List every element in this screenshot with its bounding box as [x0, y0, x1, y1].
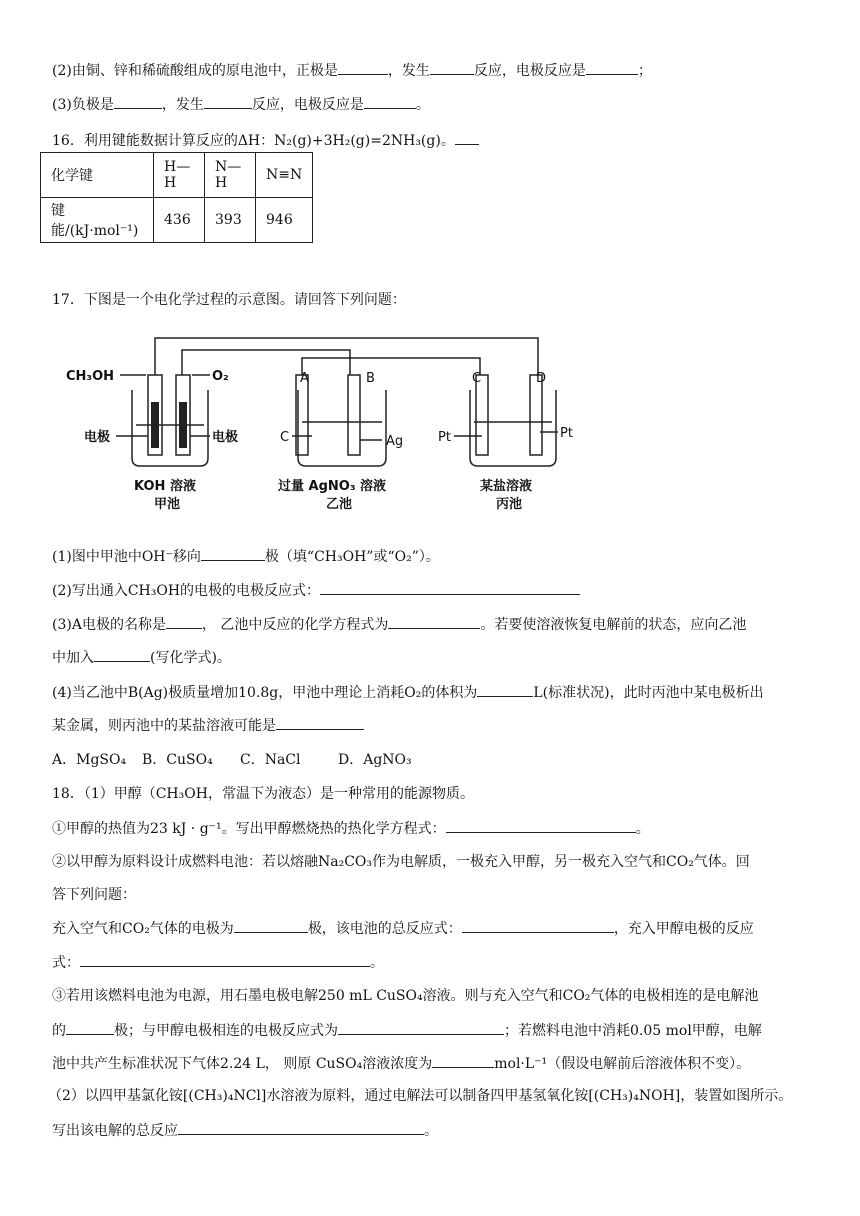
q18-s3-line1: ③若用该燃料电池为电源，用石墨电极电解250 mL CuSO₄溶液。则与充入空气和CO₂气体的电极相连的是电解池 — [52, 988, 759, 1004]
table-cell: N—H — [205, 153, 256, 198]
o2-label: O₂ — [212, 369, 229, 384]
answer-blank[interactable] — [364, 94, 416, 109]
electrode-left-label: 电极 — [84, 430, 111, 445]
q18-intro: 18．（1）甲醇（CH₃OH，常温下为液态）是一种常用的能源物质。 — [52, 786, 474, 802]
q15-part2: (2)由铜、锌和稀硫酸组成的原电池中，正极是 ，发生 反应，电极反应是 ； — [52, 60, 652, 81]
beaker-2 — [298, 390, 386, 466]
answer-blank[interactable] — [462, 918, 614, 933]
cell3-solution-label: 某盐溶液 — [480, 479, 533, 494]
q17-q3-line2: 中加入 (写化学式)。 — [52, 647, 231, 668]
answer-blank[interactable] — [477, 682, 533, 697]
q17-options — [52, 750, 428, 770]
q18-s1: ①甲醇的热值为23 kJ · g⁻¹。写出甲醇燃烧热的热化学方程式： 。 — [52, 818, 650, 839]
q17-q1: (1)图中甲池中OH⁻移向 极（填“CH₃OH”或“O₂”）。 — [52, 546, 440, 567]
q17-intro: 17．下图是一个电化学过程的示意图。请回答下列问题： — [52, 292, 406, 308]
table-cell: 键能/(kJ·mol⁻¹) — [41, 198, 154, 243]
table-header-row — [41, 153, 313, 198]
q18-s2-line1: ②以甲醇为原料设计成燃料电池：若以熔融Na₂CO₃作为电解质，一极充入甲醇，另一极充入空气和CO₂气体。回 — [52, 854, 750, 870]
answer-blank[interactable] — [178, 1120, 424, 1135]
bond-energy-table — [40, 152, 313, 243]
answer-blank[interactable] — [320, 580, 580, 595]
answer-blank[interactable] — [94, 647, 150, 662]
answer-blank[interactable] — [388, 614, 480, 629]
q18-s2-line4: 式： 。 — [52, 952, 384, 973]
ch3oh-label: CH₃OH — [66, 369, 115, 384]
q18-part2-line1: （2）以四甲基氯化铵[(CH₃)₄NCl]水溶液为原料，通过电解法可以制备四甲基氢氧化铵[(CH₃)₄NOH]，装置如图所示。 — [48, 1088, 793, 1104]
q17-q2: (2)写出通入CH₃OH的电极的电极反应式： — [52, 580, 580, 601]
option-b[interactable]: B．CuSO₄ — [142, 752, 213, 768]
option-d[interactable]: D．AgNO₃ — [338, 752, 412, 768]
cell2-name: 乙池 — [326, 497, 353, 512]
label-b: B — [366, 371, 375, 386]
q15-part3: (3)负极是 ，发生 反应，电极反应是 。 — [52, 94, 430, 115]
electrochemistry-diagram — [60, 330, 620, 520]
cell1-solution-label: KOH 溶液 — [134, 479, 196, 494]
answer-blank[interactable] — [234, 918, 308, 933]
q18-s3-line2: 的 极；与甲醇电极相连的电极反应式为 ；若燃料电池中消耗0.05 mol甲醇，电解 — [52, 1020, 762, 1041]
cell2-ag-label: Ag — [386, 434, 404, 449]
answer-blank[interactable] — [114, 94, 162, 109]
label-c: C — [472, 371, 482, 386]
q18-s3-line3: 池中共产生标准状况下气体2.24 L， 则原 CuSO₄溶液浓度为 mol·L⁻¹（假设电解前后溶液体积不变）。 — [52, 1053, 750, 1074]
table-cell: H—H — [154, 153, 205, 198]
cell3-name: 丙池 — [496, 497, 523, 512]
wire-inner — [182, 350, 350, 375]
electrode-right-label: 电极 — [212, 430, 239, 445]
answer-blank[interactable] — [586, 60, 638, 75]
answer-blank[interactable] — [455, 130, 479, 145]
electrode-left — [151, 402, 159, 448]
cell3-pt-left-label: Pt — [438, 430, 451, 445]
wire-middle — [302, 358, 480, 375]
answer-blank[interactable] — [446, 818, 636, 833]
option-c[interactable]: C．NaCl — [240, 752, 301, 768]
table-row — [41, 198, 313, 243]
cell1-name: 甲池 — [154, 497, 181, 512]
answer-blank[interactable] — [80, 952, 370, 967]
answer-blank[interactable] — [338, 1020, 504, 1035]
q17-q4: (4)当乙池中B(Ag)极质量增加10.8g，甲池中理论上消耗O₂的体积为 L(标准状况)，此时丙池中某电极析出 — [52, 682, 764, 703]
q18-s2-line2: 答下列问题： — [52, 887, 136, 903]
table-cell: 946 — [256, 198, 313, 243]
answer-blank[interactable] — [66, 1020, 114, 1035]
answer-blank[interactable] — [432, 1053, 494, 1068]
table-cell: N≡N — [256, 153, 313, 198]
cell2-c-label: C — [280, 430, 290, 445]
answer-blank[interactable] — [430, 60, 474, 75]
answer-blank[interactable] — [204, 94, 252, 109]
q18-s2-line3: 充入空气和CO₂气体的电极为 极，该电池的总反应式： ，充入甲醇电极的反应 — [52, 918, 754, 939]
electrode-right — [179, 402, 187, 448]
answer-blank[interactable] — [338, 60, 388, 75]
table-cell: 436 — [154, 198, 205, 243]
q17-q4-line2: 某金属，则丙池中的某盐溶液可能是 — [52, 715, 364, 736]
option-a[interactable]: A．MgSO₄ — [52, 752, 127, 768]
answer-blank[interactable] — [276, 715, 364, 730]
answer-blank[interactable] — [201, 546, 265, 561]
q18-part2-line2: 写出该电解的总反应 。 — [52, 1120, 438, 1141]
cell3-pt-right-label: Pt — [560, 426, 573, 441]
cell2-solution-label: 过量 AgNO₃ 溶液 — [278, 479, 387, 494]
answer-blank[interactable] — [166, 614, 202, 629]
q17-q3: (3)A电极的名称是 ， 乙池中反应的化学方程式为 。若要使溶液恢复电解前的状态，应向乙池 — [52, 614, 746, 635]
table-cell: 化学键 — [41, 153, 154, 198]
table-cell: 393 — [205, 198, 256, 243]
q16-question: 16．利用键能数据计算反应的ΔH：N₂(g)+3H₂(g)=2NH₃(g)。 — [52, 130, 479, 151]
label-a: A — [300, 371, 309, 386]
beaker-1 — [132, 390, 208, 466]
label-d: D — [536, 371, 547, 386]
